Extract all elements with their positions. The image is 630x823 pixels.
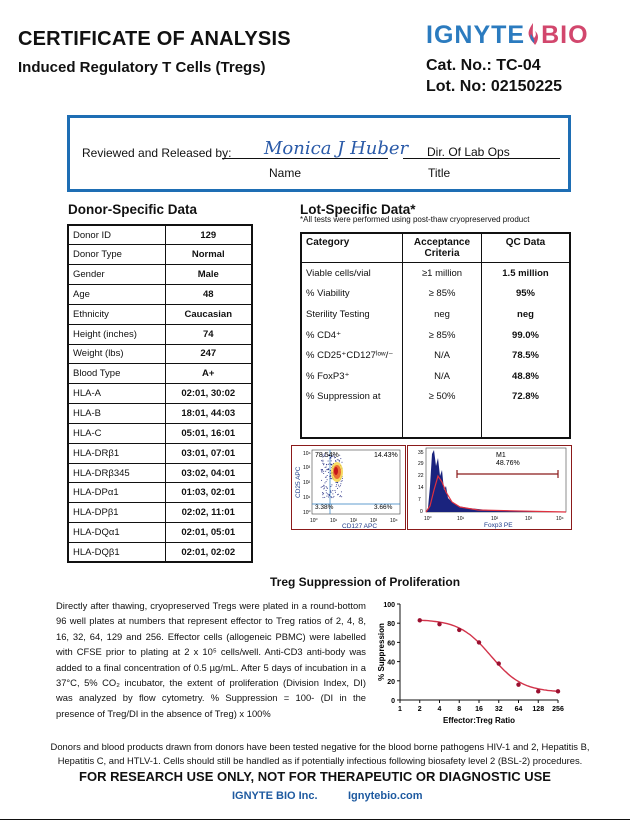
x-tick-label: 128 [532, 706, 545, 713]
hx-tick-2: 10¹ [457, 516, 465, 522]
product-subtitle: Induced Regulatory T Cells (Tregs) [18, 59, 266, 76]
donor-field-label: HLA-DQα1 [68, 523, 165, 543]
y-tick-label: 100 [383, 602, 395, 609]
quadrant-top-left: 78.54% [315, 452, 339, 459]
lot-table [300, 232, 571, 439]
event-dot [329, 495, 330, 496]
event-dot [325, 477, 326, 478]
event-dot [323, 471, 324, 472]
event-dot [339, 460, 340, 461]
event-dot [331, 465, 332, 466]
event-dot [332, 493, 333, 494]
y-tick-3: 10² [303, 480, 311, 486]
event-dot [324, 497, 325, 498]
donor-field-value: 01:03, 02:01 [165, 483, 252, 503]
event-dot [339, 455, 340, 456]
safety-note: Donors and blood products drawn from donors have been tested negative for the blood borne pathogens HIV-1 and 2, Hepatitis B, Hepatitis C, and HTLV-1. Cells should still be handled as if potentially infectious following biosafety level 2 (BSL-2) procedures. [50, 741, 590, 766]
lot-row [301, 345, 570, 366]
event-dot [321, 460, 322, 461]
x-tick-label: 1 [398, 706, 402, 713]
fit-curve [420, 620, 558, 691]
lot-category: % Viability [301, 284, 403, 305]
event-dot [326, 481, 327, 482]
event-dot [339, 461, 340, 462]
donor-row [68, 324, 252, 344]
event-dot [325, 467, 326, 468]
donor-field-value: 129 [165, 225, 252, 245]
event-dot [332, 490, 333, 491]
event-dot [326, 496, 327, 497]
lot-qc-value: 99.0% [482, 325, 571, 346]
event-dot [322, 492, 323, 493]
event-dot [326, 486, 327, 487]
event-dot [336, 486, 337, 487]
donor-field-label: Donor ID [68, 225, 165, 245]
x-tick-label: 32 [494, 706, 503, 713]
event-dot [330, 490, 331, 491]
event-dot [323, 497, 324, 498]
event-dot [324, 488, 325, 489]
event-dot [326, 492, 327, 493]
event-dot [339, 496, 340, 497]
cd25-cd127-dot-plot [291, 445, 406, 530]
donor-field-value: 48 [165, 285, 252, 305]
donor-row [68, 443, 252, 463]
event-dot [323, 488, 324, 489]
event-dot [327, 493, 328, 494]
hy-tick-6: 35 [418, 450, 424, 456]
event-dot [333, 496, 334, 497]
data-point [418, 618, 422, 622]
event-dot [328, 464, 329, 465]
donor-field-value: A+ [165, 364, 252, 384]
event-dot [326, 477, 327, 478]
event-dot [342, 462, 343, 463]
donor-field-value: Caucasian [165, 304, 252, 324]
event-dot [322, 486, 323, 487]
lot-row [301, 325, 570, 346]
x-tick-label: 256 [552, 706, 564, 713]
company-logo [426, 21, 589, 50]
lot-row [301, 366, 570, 387]
event-dot [322, 469, 323, 470]
gate-value: 48.76% [496, 460, 520, 467]
y-tick-label: 80 [387, 621, 395, 629]
data-point [556, 689, 560, 693]
event-dot [328, 469, 329, 470]
hx-tick-4: 10³ [525, 516, 533, 522]
company-name: IGNYTE BIO Inc. [232, 790, 318, 802]
event-dot [337, 488, 338, 489]
methods-paragraph: Directly after thawing, cryopreserved Tregs were plated in a round-bottom 96 well plates at numbers that represent effector to Treg ratios of 2, 4, 8, 16, 32, 64, 129 and 256. Effector cells (allogeneic PBMC) were labelled with CFSE prior to plating at 2 x 10⁵ cells/well. Anti-CD3 anti-body was added to a final concentration of 0.5 µg/mL. After 5 days of incubation in a 37°C, 5% CO₂ incubator, the extent of proliferation (Division Index, DI) was analyzed by flow cytometry. % Suppression = 100- (DI in the presence of Treg/DI in the absence of Treg) x 100% [56, 600, 366, 719]
event-dot [335, 490, 336, 491]
x-tick-5: 10⁴ [390, 518, 398, 524]
lot-row [301, 304, 570, 325]
hx-tick-5: 10⁴ [556, 516, 564, 522]
donor-field-value: 74 [165, 324, 252, 344]
donor-field-value: 03:02, 04:01 [165, 463, 252, 483]
col-criteria-line2: Criteria [424, 248, 460, 259]
event-dot [324, 463, 325, 464]
x-axis-title: Effector:Treg Ratio [442, 716, 516, 725]
lot-criteria: N/A [403, 366, 482, 387]
lot-qc-value: 72.8% [482, 387, 571, 438]
event-dot [341, 481, 342, 482]
lot-heading: Lot-Specific Data* [300, 202, 416, 217]
donor-field-label: HLA-C [68, 423, 165, 443]
donor-field-value: 18:01, 44:03 [165, 404, 252, 424]
y-tick-label: 40 [387, 659, 395, 667]
quadrant-top-right: 14.43% [374, 452, 398, 459]
hx-tick-3: 10² [491, 516, 499, 522]
donor-table [67, 224, 253, 563]
lot-row [301, 387, 570, 438]
event-dot [335, 461, 336, 462]
title-caption: Title [428, 166, 451, 180]
donor-field-value: 02:02, 11:01 [165, 503, 252, 523]
event-dot [330, 486, 331, 487]
event-dot [330, 475, 331, 476]
event-dot [327, 475, 328, 476]
gate-name: M1 [496, 452, 506, 459]
x-tick-1: 10⁰ [310, 518, 318, 524]
hx-tick-1: 10⁰ [424, 516, 432, 522]
donor-row [68, 463, 252, 483]
donor-field-label: Age [68, 285, 165, 305]
event-dot [340, 485, 341, 486]
document-title: CERTIFICATE OF ANALYSIS [18, 28, 291, 50]
event-dot [323, 473, 324, 474]
donor-field-value: 02:01, 05:01 [165, 523, 252, 543]
event-dot [323, 493, 324, 494]
logo-text-right: BIO [541, 21, 589, 49]
lot-category: Viable cells/vial [301, 263, 403, 284]
hy-tick-3: 14 [418, 485, 424, 491]
y-tick-label: 60 [387, 640, 395, 648]
event-dot [340, 458, 341, 459]
data-point [497, 661, 501, 665]
donor-field-label: Height (inches) [68, 324, 165, 344]
event-dot [340, 495, 341, 496]
reviewer-title: Dir. Of Lab Ops [427, 145, 510, 159]
donor-field-label: HLA-DPα1 [68, 483, 165, 503]
lot-qc-value: 1.5 million [482, 263, 571, 284]
lot-criteria: N/A [403, 345, 482, 366]
event-dot [325, 471, 326, 472]
donor-field-value: Normal [165, 245, 252, 265]
donor-field-label: Blood Type [68, 364, 165, 384]
donor-row [68, 503, 252, 523]
lot-qc-value: 95% [482, 284, 571, 305]
event-dot [327, 469, 328, 470]
col-criteria [403, 233, 482, 263]
y-tick-label: 0 [391, 698, 395, 705]
event-dot [341, 491, 342, 492]
donor-row [68, 285, 252, 305]
x-axis-label: CD127 APC [342, 523, 378, 530]
lot-row [301, 284, 570, 305]
donor-row [68, 523, 252, 543]
event-dot [331, 478, 332, 479]
suppression-chart [372, 594, 572, 730]
hy-tick-2: 7 [418, 497, 421, 503]
donor-field-value: Male [165, 265, 252, 285]
lot-criteria: ≥ 50% [403, 387, 482, 438]
donor-field-label: Donor Type [68, 245, 165, 265]
donor-field-label: Weight (lbs) [68, 344, 165, 364]
col-criteria-line1: Acceptance [413, 237, 471, 248]
x-tick-3: 10² [350, 518, 358, 524]
event-dot [339, 486, 340, 487]
event-dot [331, 484, 332, 485]
event-dot [328, 497, 329, 498]
quadrant-bottom-right: 3.66% [374, 504, 393, 511]
event-dot [327, 479, 328, 480]
donor-field-label: HLA-DRβ345 [68, 463, 165, 483]
x-tick-label: 64 [514, 706, 523, 713]
donor-field-label: HLA-DRβ1 [68, 443, 165, 463]
donor-field-label: HLA-DPβ1 [68, 503, 165, 523]
col-qc: QC Data [482, 233, 571, 263]
donor-field-label: Ethnicity [68, 304, 165, 324]
event-dot [321, 469, 322, 470]
lot-category: % CD25⁺CD127ˡᵒʷ/⁻ [301, 345, 403, 366]
data-point [437, 622, 441, 626]
col-category: Category [301, 233, 403, 263]
lot-category: % CD4⁺ [301, 325, 403, 346]
donor-field-label: HLA-A [68, 384, 165, 404]
y-axis-title: % Suppression [377, 623, 386, 681]
x-tick-label: 4 [437, 706, 442, 713]
lot-category: % FoxP3⁺ [301, 366, 403, 387]
lot-qc-value: neg [482, 304, 571, 325]
donor-field-label: Gender [68, 265, 165, 285]
donor-field-value: 03:01, 07:01 [165, 443, 252, 463]
donor-row [68, 225, 252, 245]
event-dot [326, 487, 327, 488]
lot-qc-value: 48.8% [482, 366, 571, 387]
donor-row [68, 364, 252, 384]
event-dot [326, 490, 327, 491]
event-dot [336, 484, 337, 485]
event-dot [331, 460, 332, 461]
event-dot [328, 494, 329, 495]
event-dot [326, 464, 327, 465]
data-point [516, 682, 520, 686]
catalog-number: Cat. No.: TC-04 [426, 57, 541, 74]
lot-number: Lot. No: 02150225 [426, 78, 563, 95]
lot-row [301, 263, 570, 284]
website-link[interactable]: Ignytebio.com [348, 790, 423, 802]
donor-row [68, 423, 252, 443]
y-tick-1: 10⁰ [303, 510, 311, 516]
foxp3-histogram [407, 445, 572, 530]
lot-qc-value: 78.5% [482, 345, 571, 366]
y-axis-label: CD25 APC [295, 466, 302, 498]
event-dot [322, 463, 323, 464]
x-tick-2: 10¹ [330, 518, 338, 524]
data-point [536, 689, 540, 693]
event-dot [341, 496, 342, 497]
event-dot [328, 468, 329, 469]
event-dot [338, 485, 339, 486]
quadrant-bottom-left: 3.38% [315, 504, 334, 511]
event-dot [337, 459, 338, 460]
flame-logo-icon [526, 22, 540, 46]
y-tick-4: 10³ [303, 465, 311, 471]
event-dot [328, 472, 329, 473]
donor-field-value: 247 [165, 344, 252, 364]
event-dot [321, 480, 322, 481]
event-dot [330, 492, 331, 493]
x-tick-label: 2 [417, 706, 422, 713]
bottom-rule [0, 819, 630, 820]
lot-criteria: ≥ 85% [403, 325, 482, 346]
review-label: Reviewed and Released by: [82, 146, 232, 160]
hy-tick-1: 0 [420, 509, 423, 515]
donor-field-label: HLA-B [68, 404, 165, 424]
reviewer-signature: Monica J Huber [264, 138, 409, 159]
event-dot [321, 487, 322, 488]
event-dot [340, 483, 341, 484]
hy-tick-4: 22 [418, 473, 424, 479]
event-dot [322, 460, 323, 461]
lot-category: % Suppression at [301, 387, 403, 438]
event-dot [322, 472, 323, 473]
event-dot [337, 494, 338, 495]
event-dot [342, 478, 343, 479]
name-caption: Name [269, 166, 302, 180]
donor-field-label: HLA-DQβ1 [68, 543, 165, 563]
event-dot [331, 497, 332, 498]
donor-row [68, 384, 252, 404]
donor-row [68, 404, 252, 424]
event-dot [322, 461, 323, 462]
event-dot [342, 480, 343, 481]
event-dot [329, 494, 330, 495]
suppression-heading: Treg Suppression of Proliferation [270, 575, 461, 589]
event-dot [326, 467, 327, 468]
event-dot [333, 497, 334, 498]
lot-criteria: neg [403, 304, 482, 325]
event-dot [325, 482, 326, 483]
x-tick-4: 10³ [370, 518, 378, 524]
data-point [477, 640, 481, 644]
donor-field-value: 02:01, 30:02 [165, 384, 252, 404]
logo-text-left: IGNYTE [426, 21, 526, 49]
lot-criteria: ≥1 million [403, 263, 482, 284]
hy-tick-5: 29 [418, 461, 424, 467]
x-tick-label: 8 [457, 706, 462, 713]
event-dot [331, 496, 332, 497]
donor-row [68, 483, 252, 503]
event-dot [322, 494, 323, 495]
donor-row [68, 245, 252, 265]
x-tick-label: 16 [475, 706, 483, 713]
lot-note: *All tests were performed using post-thaw cryopreserved product [300, 215, 530, 224]
event-dot [335, 492, 336, 493]
lot-criteria: ≥ 85% [403, 284, 482, 305]
event-dot [329, 476, 330, 477]
donor-row [68, 344, 252, 364]
research-use-statement: FOR RESEARCH USE ONLY, NOT FOR THERAPEUTIC OR DIAGNOSTIC USE [79, 769, 551, 784]
lot-category: Sterility Testing [301, 304, 403, 325]
y-tick-5: 10⁴ [303, 451, 311, 457]
event-dot [323, 485, 324, 486]
event-dot [329, 463, 330, 464]
donor-field-value: 02:01, 02:02 [165, 543, 252, 563]
data-point [457, 628, 461, 632]
event-dot [328, 461, 329, 462]
y-tick-2: 10¹ [303, 495, 311, 501]
donor-row [68, 543, 252, 563]
donor-row [68, 304, 252, 324]
donor-heading: Donor-Specific Data [68, 202, 198, 217]
donor-field-value: 05:01, 16:01 [165, 423, 252, 443]
donor-row [68, 265, 252, 285]
y-tick-label: 20 [387, 678, 395, 686]
event-dot [338, 460, 339, 461]
hist-x-label: Foxp3 PE [484, 522, 513, 529]
event-dot [321, 471, 322, 472]
